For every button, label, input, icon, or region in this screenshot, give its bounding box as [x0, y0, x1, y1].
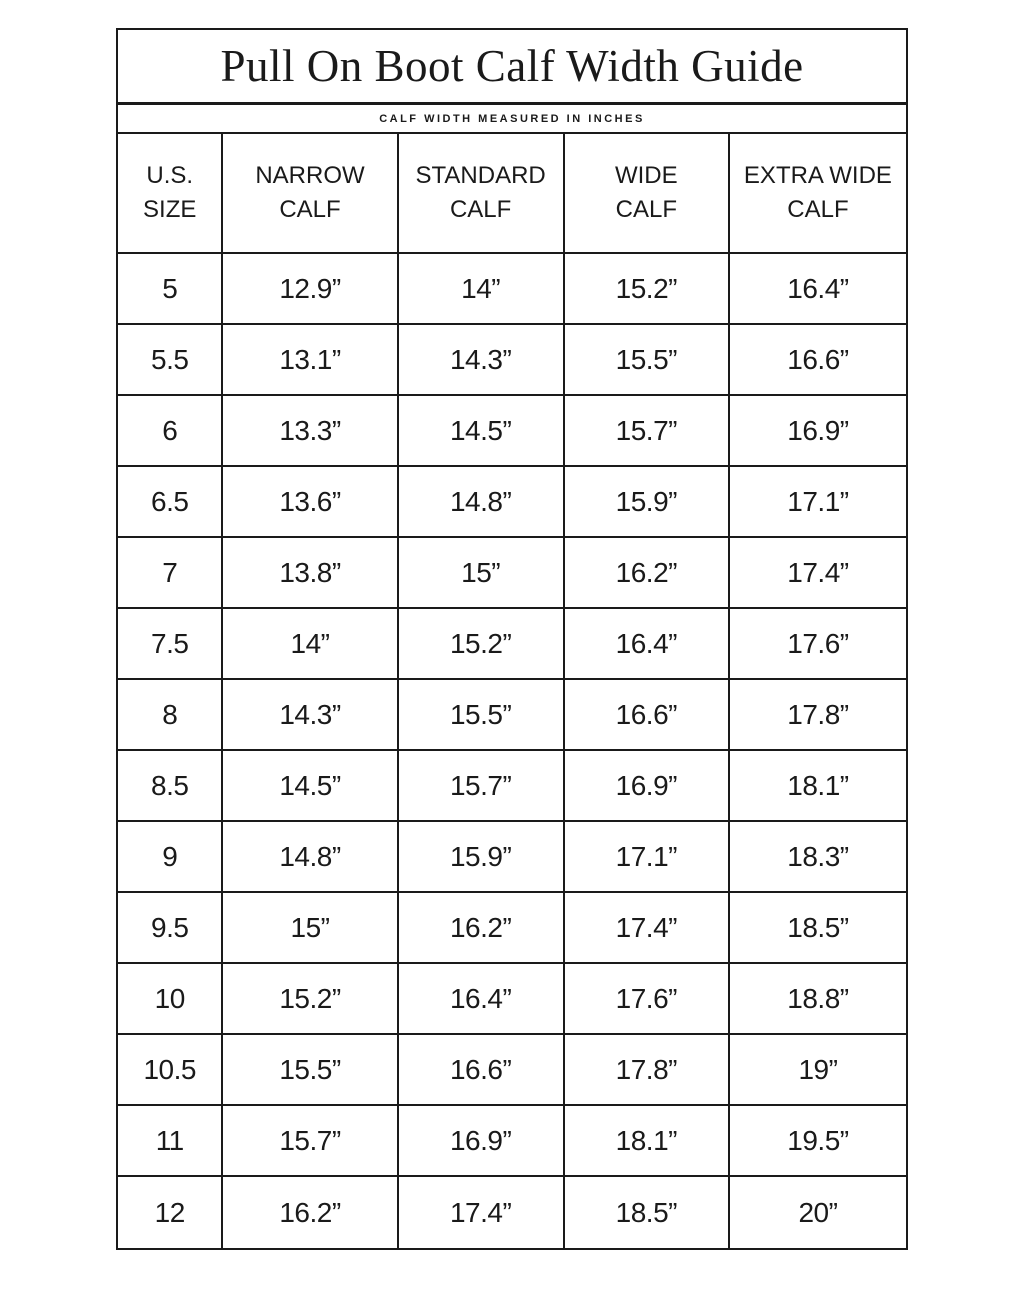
width-value-cell: 18.5” — [730, 893, 906, 964]
width-value-cell: 17.4” — [730, 538, 906, 609]
width-value-cell: 15.5” — [399, 680, 565, 751]
column-header — [730, 134, 906, 254]
width-value-cell: 17.1” — [730, 467, 906, 538]
width-value-cell: 18.1” — [730, 751, 906, 822]
width-value-cell: 14.3” — [399, 325, 565, 396]
width-value-cell: 17.4” — [399, 1177, 565, 1248]
width-value-cell: 13.1” — [223, 325, 398, 396]
width-value-cell: 13.6” — [223, 467, 398, 538]
width-value-cell: 14.5” — [399, 396, 565, 467]
column-header-line1: NARROW — [255, 162, 365, 190]
width-value-cell: 13.3” — [223, 396, 398, 467]
width-value-cell: 13.8” — [223, 538, 398, 609]
column-header-line2: CALF — [279, 196, 341, 223]
width-value-cell: 17.8” — [565, 1035, 730, 1106]
width-value-cell: 18.3” — [730, 822, 906, 893]
width-value-cell: 17.8” — [730, 680, 906, 751]
width-value-cell: 16.4” — [730, 254, 906, 325]
width-value-cell: 14.8” — [223, 822, 398, 893]
column-header-line1: WIDE — [614, 162, 678, 190]
width-value-cell: 16.2” — [399, 893, 565, 964]
width-value-cell: 15.9” — [399, 822, 565, 893]
width-value-cell: 17.1” — [565, 822, 730, 893]
size-cell: 10 — [118, 964, 223, 1035]
size-cell: 8.5 — [118, 751, 223, 822]
width-value-cell: 15.9” — [565, 467, 730, 538]
width-value-cell: 15.7” — [223, 1106, 398, 1177]
width-value-cell: 14.8” — [399, 467, 565, 538]
size-cell: 9 — [118, 822, 223, 893]
width-value-cell: 19” — [730, 1035, 906, 1106]
column-header-line1: U.S. — [146, 162, 194, 190]
width-value-cell: 16.2” — [565, 538, 730, 609]
width-value-cell: 18.5” — [565, 1177, 730, 1248]
size-cell: 5.5 — [118, 325, 223, 396]
width-value-cell: 16.2” — [223, 1177, 398, 1248]
size-cell: 10.5 — [118, 1035, 223, 1106]
size-cell: 6 — [118, 396, 223, 467]
column-header-line2: CALF — [615, 196, 677, 223]
width-value-cell: 20” — [798, 1196, 838, 1228]
width-value-cell: 16.9” — [399, 1106, 565, 1177]
width-value-cell: 17.4” — [565, 893, 730, 964]
size-table — [118, 134, 906, 1248]
column-header-line2: SIZE — [143, 196, 197, 223]
column-header-line1: STANDARD — [415, 162, 546, 190]
size-cell: 9.5 — [118, 893, 223, 964]
column-header — [565, 134, 730, 254]
size-cell: 8 — [118, 680, 223, 751]
width-value-cell: 15.5” — [223, 1035, 398, 1106]
width-value-cell: 14” — [223, 609, 398, 680]
width-value-cell: 16.4” — [565, 609, 730, 680]
width-value-cell: 18.1” — [565, 1106, 730, 1177]
width-value-cell: 15.7” — [399, 751, 565, 822]
size-cell: 7.5 — [118, 609, 223, 680]
width-value-cell: 16.9” — [565, 751, 730, 822]
width-value-cell: 16.6” — [399, 1035, 565, 1106]
size-cell: 7 — [118, 538, 223, 609]
width-value-cell: 15.2” — [223, 964, 398, 1035]
width-value-cell: 16.4” — [399, 964, 565, 1035]
width-value-cell: 14.5” — [223, 751, 398, 822]
size-cell: 6.5 — [118, 467, 223, 538]
width-value-cell: 17.6” — [565, 964, 730, 1035]
width-value-cell: 15” — [223, 893, 398, 964]
width-value-cell: 17.6” — [730, 609, 906, 680]
width-value-cell: 14” — [399, 254, 565, 325]
column-header-line2: CALF — [449, 196, 512, 223]
column-header — [118, 134, 223, 254]
width-value-cell: 15.2” — [565, 254, 730, 325]
width-value-cell: 16.6” — [730, 325, 906, 396]
width-value-cell: 19.5” — [730, 1106, 906, 1177]
column-header — [399, 134, 565, 254]
column-header-line2: CALF — [787, 196, 849, 223]
column-header-line1: EXTRA WIDE — [743, 162, 892, 190]
page-subtitle: CALF WIDTH MEASURED IN INCHES — [118, 105, 906, 134]
size-cell: 5 — [118, 254, 223, 325]
size-cell: 11 — [118, 1106, 223, 1177]
page-title: Pull On Boot Calf Width Guide — [118, 30, 906, 105]
width-value-cell: 12.9” — [223, 254, 398, 325]
width-value-cell: 18.8” — [730, 964, 906, 1035]
width-value-cell: 15.2” — [399, 609, 565, 680]
width-value-cell: 14.3” — [223, 680, 398, 751]
width-value-cell: 15.5” — [565, 325, 730, 396]
width-value-cell: 15.7” — [565, 396, 730, 467]
calf-width-guide-card — [116, 28, 908, 1250]
size-cell: 12 — [118, 1177, 223, 1248]
width-value-cell: 15” — [399, 538, 565, 609]
column-header — [223, 134, 398, 254]
width-value-cell: 16.6” — [565, 680, 730, 751]
width-value-cell: 16.9” — [730, 396, 906, 467]
